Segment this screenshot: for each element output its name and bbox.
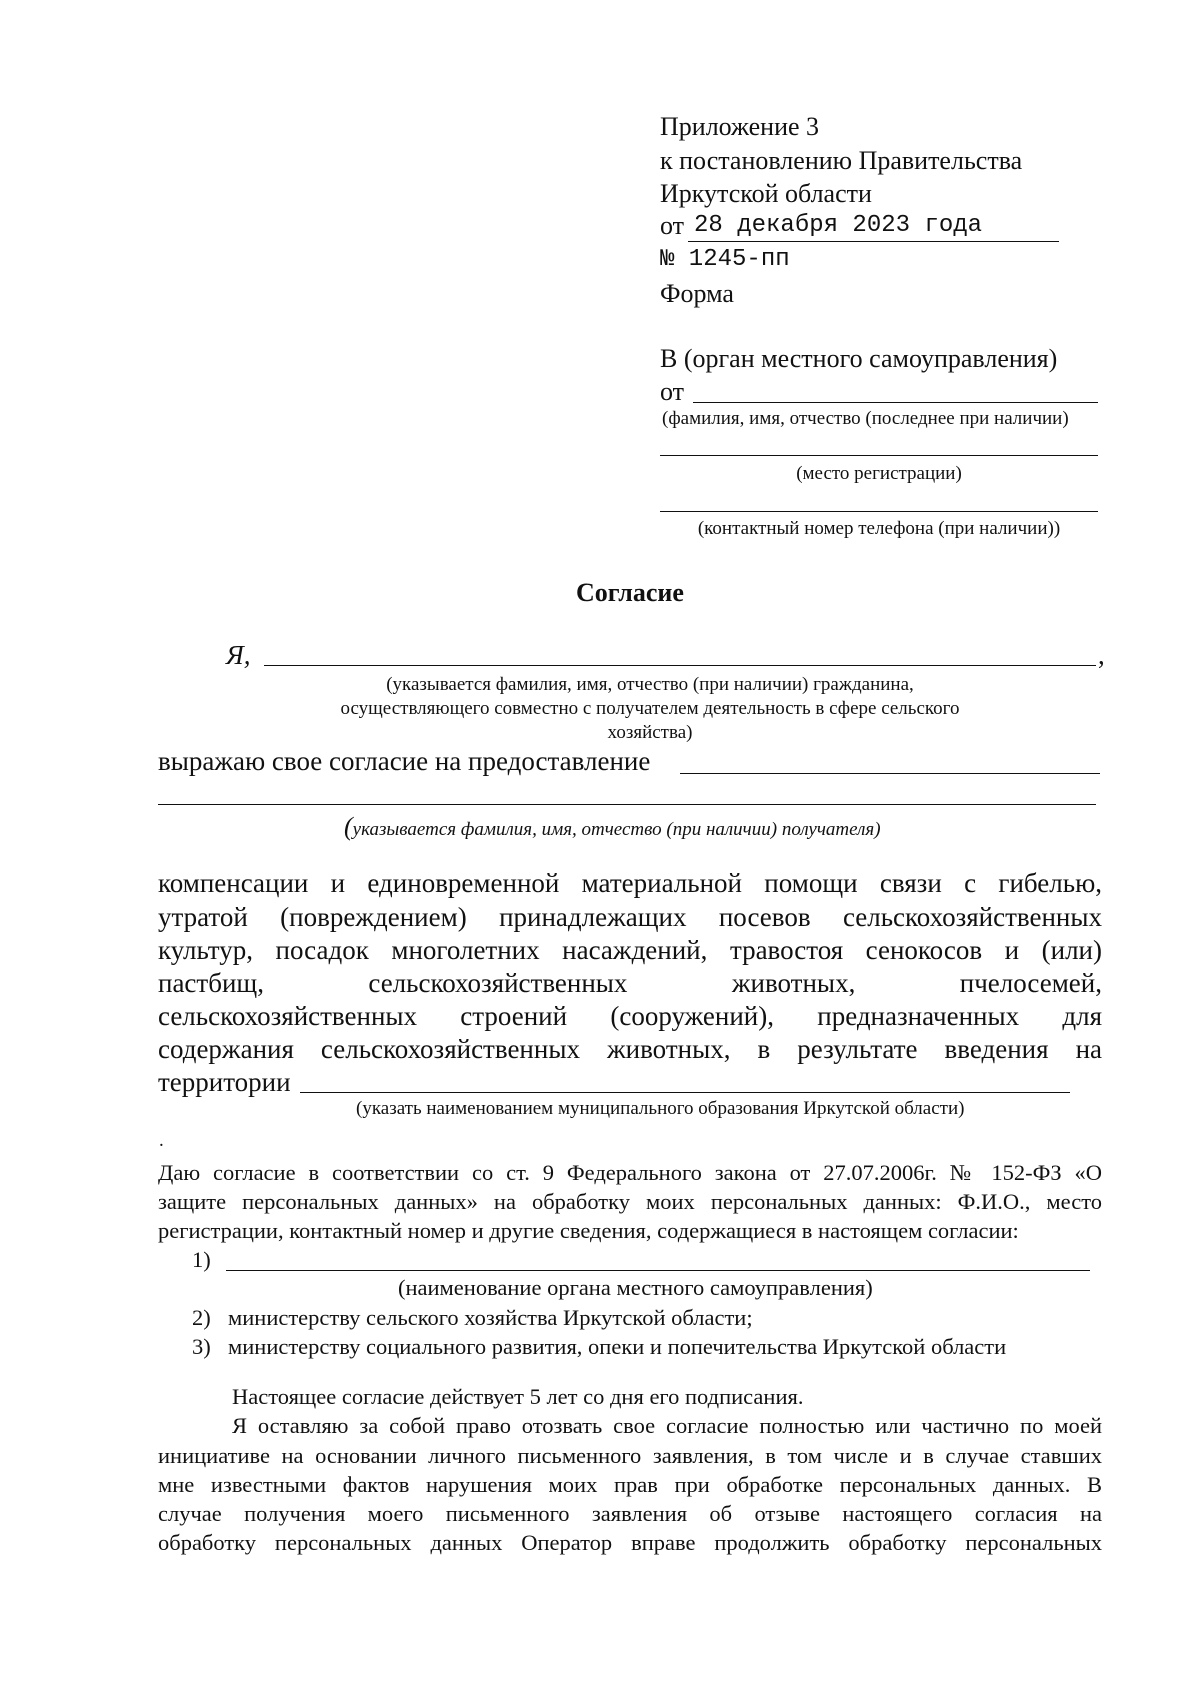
caption-recipient (344, 812, 881, 842)
stray-dot: . (159, 1130, 164, 1151)
territory-field (300, 1092, 1070, 1093)
item-3-text: министерству социального развития, опеки и попечительства Иркутской области (228, 1334, 1007, 1359)
addressee-to: В (орган местного самоуправления) (660, 344, 1058, 373)
addressee-from-label: от (660, 377, 685, 406)
withdraw-line-2: инициативе на основании личного письменного заявления, в том числе и в случае ставших (158, 1443, 1102, 1468)
caption-local-authority: (наименование органа местного самоуправления) (398, 1275, 873, 1300)
appendix-date-prefix: от (660, 211, 685, 240)
body-line-3: культур, посадок многолетних насаждений, травостоя сенокосов и (или) (158, 935, 1102, 965)
body-line-4: пастбищ, сельскохозяйственных животных, пчелосемей, (158, 968, 1102, 998)
withdraw-line-1: Я оставляю за собой право отозвать свое согласие полностью или частично по моей (232, 1413, 1102, 1438)
caption-registration: (место регистрации) (796, 463, 962, 484)
consent-comma: , (1098, 640, 1105, 670)
item-2-number: 2) (192, 1305, 211, 1330)
caption-citizen-3: хозяйства) (607, 722, 693, 743)
phone-field (660, 511, 1098, 512)
recipient-field-2 (158, 804, 1096, 805)
appendix-form: Форма (660, 279, 734, 308)
registration-field (660, 455, 1098, 456)
caption-municipality: (указать наименованием муниципального образования Иркутской области) (356, 1098, 965, 1119)
paren-open: ( (344, 812, 353, 841)
appendix-date: 28 декабря 2023 года (694, 212, 983, 239)
caption-recipient-text: указывается фамилия, имя, отчество (при наличии) получателя (352, 819, 875, 840)
item-1-field (226, 1270, 1090, 1271)
body-territory: территории (158, 1067, 291, 1097)
appendix-number: № 1245-пп (660, 246, 790, 273)
body-line-5: сельскохозяйственных строений (сооружений), предназначенных для (158, 1001, 1102, 1031)
pd-line-3: регистрации, контактный номер и другие сведения, содержащиеся в настоящем согласии: (158, 1218, 1019, 1243)
body-line-6: содержания сельскохозяйственных животных, в результате введения на (158, 1034, 1102, 1064)
recipient-field-1 (680, 773, 1100, 774)
item-2-text: министерству сельского хозяйства Иркутской области; (228, 1305, 753, 1330)
body-line-1: компенсации и единовременной материальной помощи связи с гибелью, (158, 868, 1102, 898)
withdraw-line-4: случае получения моего письменного заявления об отзыве настоящего согласия на (158, 1501, 1102, 1526)
item-1-number: 1) (192, 1247, 211, 1272)
appendix-line-3: Иркутской области (660, 179, 872, 208)
caption-citizen-2: осуществляющего совместно с получателем деятельность в сфере сельского (340, 698, 960, 719)
item-3-number: 3) (192, 1334, 211, 1359)
body-line-2: утратой (повреждением) принадлежащих посевов сельскохозяйственных (158, 902, 1102, 932)
pd-line-2: защите персональных данных» на обработку моих персональных данных: Ф.И.О., место (158, 1189, 1102, 1214)
appendix-line-2: к постановлению Правительства (660, 146, 1023, 175)
paren-close: ) (874, 819, 881, 840)
consent-i-label: Я, (226, 640, 251, 670)
from-field (693, 402, 1098, 403)
document-title: Согласие (576, 578, 684, 607)
withdraw-line-3: мне известными фактов нарушения моих прав при обработке персональных данных. В (158, 1472, 1102, 1497)
citizen-name-field (264, 665, 1096, 666)
validity-text: Настоящее согласие действует 5 лет со дня его подписания. (232, 1384, 804, 1409)
withdraw-line-5: обработку персональных данных Оператор вправе продолжить обработку персональных (158, 1530, 1102, 1555)
appendix-line-1: Приложение 3 (660, 112, 820, 141)
caption-name: (фамилия, имя, отчество (последнее при наличии) (662, 408, 1069, 429)
pd-line-1: Даю согласие в соответствии со ст. 9 Федерального закона от 27.07.2006г. № 152-ФЗ «О (158, 1160, 1102, 1185)
date-underline (688, 241, 1059, 242)
caption-phone: (контактный номер телефона (при наличии)) (697, 518, 1061, 539)
caption-citizen-1: (указывается фамилия, имя, отчество (при наличии) гражданина, (386, 674, 914, 695)
consent-express: выражаю свое согласие на предоставление (158, 746, 651, 776)
